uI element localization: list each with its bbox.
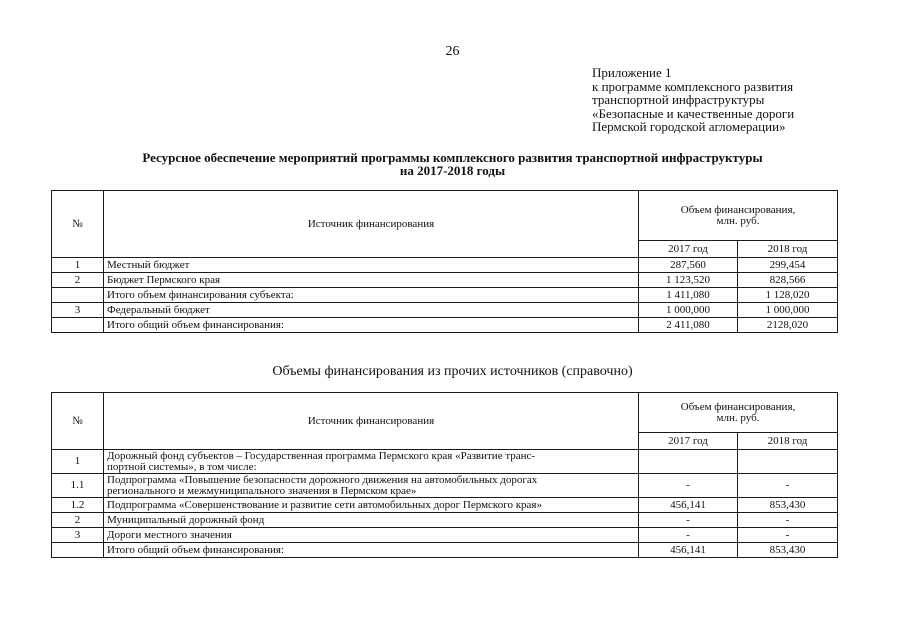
row-num (52, 288, 104, 303)
row-num: 3 (52, 528, 104, 543)
row-source (104, 474, 639, 498)
appendix-line: «Безопасные и качественные дороги (592, 105, 795, 121)
row-num: 3 (52, 303, 104, 318)
row-source: Итого общий объем финансирования: (104, 543, 639, 558)
header-volume (639, 393, 838, 433)
appendix-line: Приложение 1 (592, 65, 672, 80)
header-num: № (52, 393, 104, 450)
row-num: 1.2 (52, 498, 104, 513)
row-value-2017: 456,141 (639, 543, 738, 558)
header-year-2017: 2017 год (639, 241, 738, 258)
row-source: Итого объем финансирования субъекта: (104, 288, 639, 303)
page-number: 26 (445, 44, 460, 59)
row-source: Бюджет Пермского края (104, 273, 639, 288)
table-row (52, 513, 838, 528)
header-volume-label: Объем финансирования, (680, 400, 796, 413)
row-source-line: портной системы», в том числе: (107, 460, 257, 473)
row-value-2018: 1 000,000 (738, 303, 838, 318)
row-value-2018: 299,454 (738, 258, 838, 273)
row-value-2017: 1 411,080 (639, 288, 738, 303)
row-value-2017: 2 411,080 (639, 318, 738, 333)
other-sources-table (51, 392, 838, 558)
table-row (52, 543, 838, 558)
row-value-2018: 1 128,020 (738, 288, 838, 303)
row-value-2018: - (738, 513, 838, 528)
row-value-2017: - (639, 528, 738, 543)
appendix-line: транспортной инфраструктуры (592, 92, 765, 107)
table-row (52, 474, 838, 498)
row-value-2018 (738, 450, 838, 474)
table-row (52, 450, 838, 474)
row-value-2017: - (639, 474, 738, 498)
row-value-2018: 853,430 (738, 498, 838, 513)
row-num (52, 543, 104, 558)
appendix-line: к программе комплексного развития (592, 78, 794, 94)
title-line-2: на 2017-2018 годы (399, 163, 506, 178)
row-value-2017: 1 123,520 (639, 273, 738, 288)
header-volume-label: Объем финансирования, (680, 203, 796, 216)
table-row (52, 528, 838, 543)
row-value-2017: 456,141 (639, 498, 738, 513)
row-value-2017: 1 000,000 (639, 303, 738, 318)
header-year-2018: 2018 год (738, 433, 838, 450)
header-volume-unit: млн. руб. (716, 411, 760, 424)
table-row (52, 303, 838, 318)
row-value-2018: 2128,020 (738, 318, 838, 333)
row-value-2017: - (639, 513, 738, 528)
row-source (104, 450, 639, 474)
row-value-2018: 853,430 (738, 543, 838, 558)
row-value-2018: 828,566 (738, 273, 838, 288)
row-value-2017 (639, 450, 738, 474)
table-row (52, 258, 838, 273)
header-year-2017: 2017 год (639, 433, 738, 450)
header-source: Источник финансирования (104, 393, 639, 450)
row-value-2018: - (738, 528, 838, 543)
header-volume-unit: млн. руб. (716, 214, 760, 227)
row-num: 1.1 (52, 474, 104, 498)
row-num: 1 (52, 450, 104, 474)
header-volume (639, 191, 838, 241)
row-source-line: регионального и межмуниципального значения в Пермском крае» (107, 484, 417, 497)
header-num: № (52, 191, 104, 258)
document-title (0, 151, 905, 177)
row-source: Муниципальный дорожный фонд (104, 513, 639, 528)
row-source-line: Дорожный фонд субъектов – Государственная программа Пермского края «Развитие транс- (107, 449, 536, 462)
row-num: 2 (52, 273, 104, 288)
appendix-note (592, 66, 794, 134)
row-value-2017: 287,560 (639, 258, 738, 273)
row-value-2018: - (738, 474, 838, 498)
funding-table (51, 190, 838, 333)
appendix-line: Пермской городской агломерации» (592, 119, 786, 134)
section-subtitle: Объемы финансирования из прочих источников (справочно) (272, 364, 633, 379)
table-row (52, 273, 838, 288)
row-source: Федеральный бюджет (104, 303, 639, 318)
row-source: Местный бюджет (104, 258, 639, 273)
row-num: 2 (52, 513, 104, 528)
table-row (52, 498, 838, 513)
title-line-1: Ресурсное обеспечение мероприятий программы комплексного развития транспортной инфраструктуры (142, 150, 763, 165)
row-num: 1 (52, 258, 104, 273)
row-source-line: Подпрограмма «Повышение безопасности дорожного движения на автомобильных дорогах (107, 473, 538, 486)
header-source: Источник финансирования (104, 191, 639, 258)
row-num (52, 318, 104, 333)
row-source: Подпрограмма «Совершенствование и развитие сети автомобильных дорог Пермского края» (104, 498, 639, 513)
table-row (52, 318, 838, 333)
row-source: Дороги местного значения (104, 528, 639, 543)
table-row (52, 288, 838, 303)
row-source: Итого общий объем финансирования: (104, 318, 639, 333)
header-year-2018: 2018 год (738, 241, 838, 258)
